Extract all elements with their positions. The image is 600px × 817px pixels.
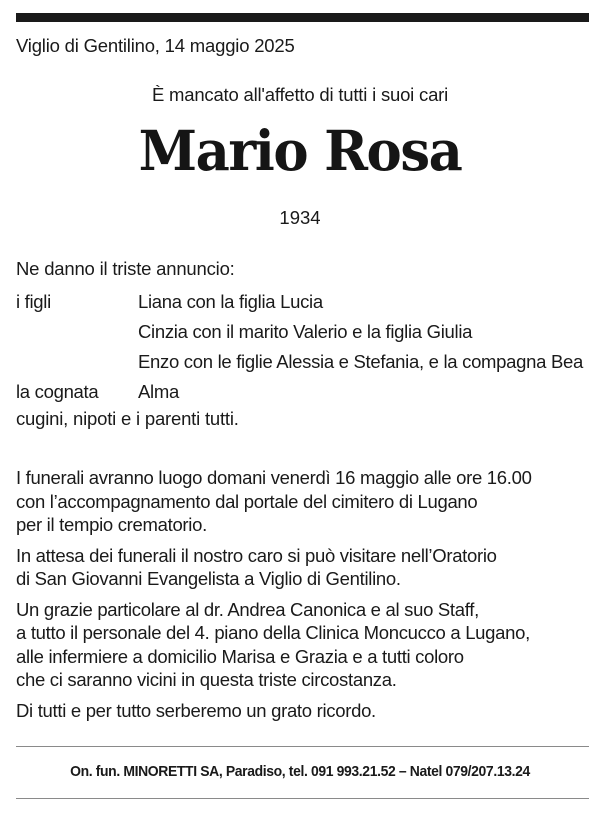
paragraph-line: a tutto il personale del 4. piano della Clinica Moncucco a Lugano, [16, 622, 530, 643]
family-names: Alma [138, 381, 179, 402]
family-names: Liana con la figlia Lucia [138, 291, 323, 312]
footer-divider-bottom [16, 798, 589, 799]
paragraph-line: che ci saranno vicini in questa triste circostanza. [16, 669, 397, 690]
paragraph-line: In attesa dei funerali il nostro caro si può visitare nell’Oratorio [16, 544, 497, 566]
paragraph-line: Di tutti e per tutto serberemo un grato ricordo. [16, 699, 376, 721]
family-list [16, 287, 596, 407]
thanks-paragraph [16, 598, 591, 692]
paragraph-line: per il tempio crematorio. [16, 514, 207, 535]
visitation-paragraph [16, 544, 591, 591]
remembrance-paragraph [16, 699, 591, 723]
announcement-lead: Ne danno il triste annuncio: [16, 258, 235, 279]
family-row [16, 347, 596, 377]
intro-text: È mancato all'affetto di tutti i suoi cari [151, 84, 449, 105]
family-role [16, 347, 138, 377]
paragraph-line: Un grazie particolare al dr. Andrea Canonica e al suo Staff, [16, 598, 479, 620]
deceased-name: Mario Rosa [138, 118, 462, 183]
footer-divider-top [16, 746, 589, 747]
family-row [16, 377, 596, 407]
funeral-paragraph [16, 466, 591, 537]
body-paragraphs [16, 466, 591, 729]
family-row [16, 317, 596, 347]
family-names: Enzo con le figlie Alessia e Stefania, e la compagna Bea [138, 351, 583, 372]
place-date: Viglio di Gentilino, 14 maggio 2025 [16, 35, 295, 56]
family-role: la cognata [16, 381, 99, 402]
family-row [16, 287, 596, 317]
paragraph-line: alle infermiere a domicilio Marisa e Grazia e a tutti coloro [16, 645, 464, 667]
top-border-bar [16, 13, 589, 22]
family-names: Cinzia con il marito Valerio e la figlia Giulia [138, 321, 473, 342]
relatives-closing: cugini, nipoti e i parenti tutti. [16, 408, 239, 429]
paragraph-line: di San Giovanni Evangelista a Viglio di Gentilino. [16, 568, 401, 589]
family-role [16, 317, 138, 347]
funeral-home-info: On. fun. MINORETTI SA, Paradiso, tel. 091 993.21.52 – Natel 079/207.13.24 [70, 763, 530, 780]
birth-year: 1934 [279, 207, 321, 228]
paragraph-line: con l’accompagnamento dal portale del cimitero di Lugano [16, 490, 478, 512]
paragraph-line: I funerali avranno luogo domani venerdì 16 maggio alle ore 16.00 [16, 467, 532, 488]
family-role: i figli [16, 291, 51, 312]
